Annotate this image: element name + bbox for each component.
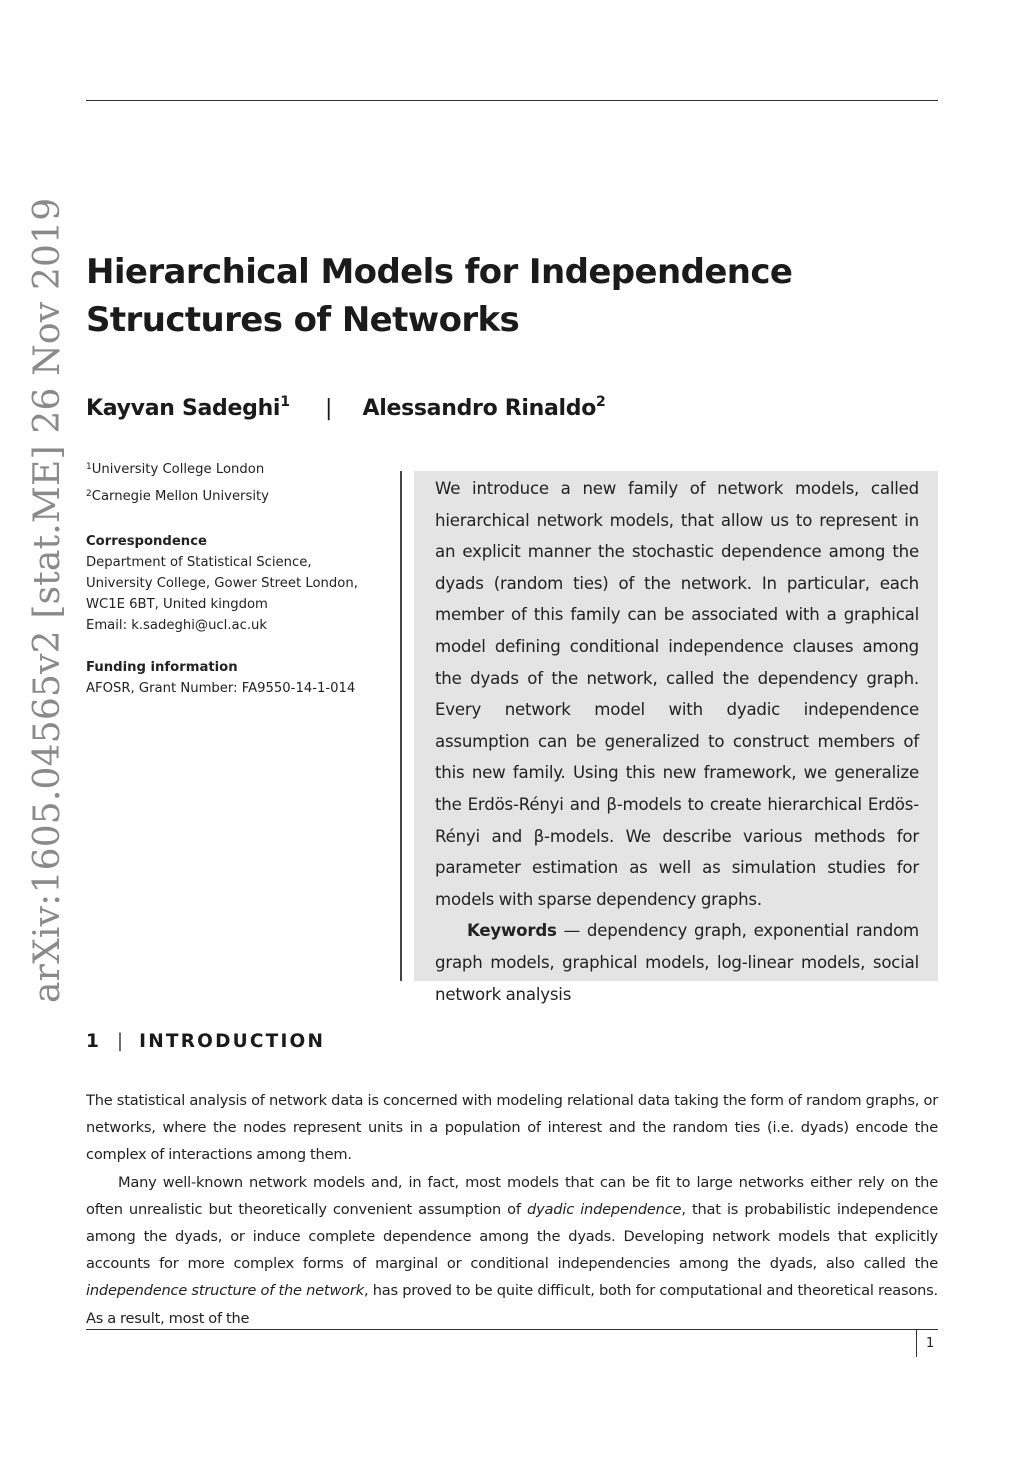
- intro-paragraph-1: The statistical analysis of network data is concerned with modeling relational data taking the form of random graphs, or networks, where the nodes represent units in a population of interest and the random ties (i.e. dyads) encode the complex of interactions among them.: [86, 1092, 938, 1164]
- intro-text: , has proved to be quite difficult, both for computational and theoretical reasons. As a result, most of the: [86, 1282, 938, 1327]
- affiliation-name: Carnegie Mellon University: [91, 489, 269, 504]
- affiliations: [86, 462, 386, 516]
- arxiv-identifier-stamp: arXiv:1605.04565v2 [stat.ME] 26 Nov 2019: [27, 197, 68, 1003]
- top-rule: [86, 100, 938, 101]
- section-separator: |: [116, 1031, 124, 1052]
- bottom-rule: [86, 1329, 938, 1330]
- intro-body: [86, 1087, 938, 1332]
- funding-block: [86, 657, 406, 699]
- affiliation-name: University College London: [91, 462, 265, 477]
- keywords-label: Keywords: [467, 921, 557, 941]
- abstract-side-bar: [400, 471, 414, 981]
- correspondence-heading: Correspondence: [86, 534, 207, 549]
- funding-heading: Funding information: [86, 660, 238, 675]
- page-number: 1: [926, 1336, 935, 1351]
- affiliation-mark: 1: [86, 462, 92, 472]
- affiliation-mark: 2: [86, 489, 92, 499]
- intro-emphasis: independence structure of the network: [86, 1282, 364, 1300]
- author-affiliation-mark: 1: [280, 394, 290, 410]
- section-heading: [86, 1031, 486, 1052]
- author-list: [86, 394, 786, 421]
- correspondence-line: WC1E 6BT, United kingdom: [86, 597, 268, 612]
- funding-line: AFOSR, Grant Number: FA9550-14-1-014: [86, 681, 356, 696]
- correspondence-block: [86, 531, 406, 636]
- author-name: Alessandro Rinaldo: [362, 396, 597, 421]
- keywords-text: — dependency graph, exponential random graph models, graphical models, log-linear models, social network analysis: [435, 921, 919, 1004]
- section-title: INTRODUCTION: [139, 1031, 326, 1052]
- author-separator: |: [325, 396, 333, 421]
- section-number: 1: [86, 1031, 99, 1052]
- intro-text: , that is probabilistic independence among the dyads, or induce complete dependence among the dyads. Developing network models that explicitly accounts for more complex forms of marginal or conditional independencies among the dyads, also called the: [86, 1200, 938, 1273]
- abstract-text: [435, 473, 919, 1010]
- keywords-line: [435, 915, 919, 1010]
- intro-paragraph-2: [86, 1169, 938, 1332]
- paper-title: Hierarchical Models for Independence Structures of Networks: [86, 252, 793, 340]
- intro-text: Many well-known network models and, in fact, most models that can be fit to large networks either rely on the often unrealistic but theoretically convenient assumption of: [86, 1173, 938, 1218]
- affiliation: [86, 489, 386, 516]
- page-number-divider: [916, 1330, 917, 1357]
- author-affiliation-mark: 2: [596, 394, 606, 410]
- correspondence-email[interactable]: Email: k.sadeghi@ucl.ac.uk: [86, 618, 268, 633]
- intro-emphasis: dyadic independence: [527, 1200, 682, 1218]
- correspondence-line: Department of Statistical Science,: [86, 555, 312, 570]
- author-name: Kayvan Sadeghi: [86, 396, 281, 421]
- affiliation: [86, 462, 386, 489]
- correspondence-line: University College, Gower Street London,: [86, 576, 358, 591]
- abstract-paragraph: We introduce a new family of network models, called hierarchical network models, that allow us to represent in an explicit manner the stochastic dependence among the dyads (random ties) of the network. In particular, each member of this family can be associated with a graphical model defining conditional independence clauses among the dyads of the network, called the dependency graph. Every network model with dyadic independence assumption can be generalized to construct members of this new family. Using this new framework, we generalize the Erdös-Rényi and β-models to create hierarchical Erdös-Rényi and β-models. We describe various methods for parameter estimation as well as simulation studies for models with sparse dependency graphs.: [435, 479, 919, 909]
